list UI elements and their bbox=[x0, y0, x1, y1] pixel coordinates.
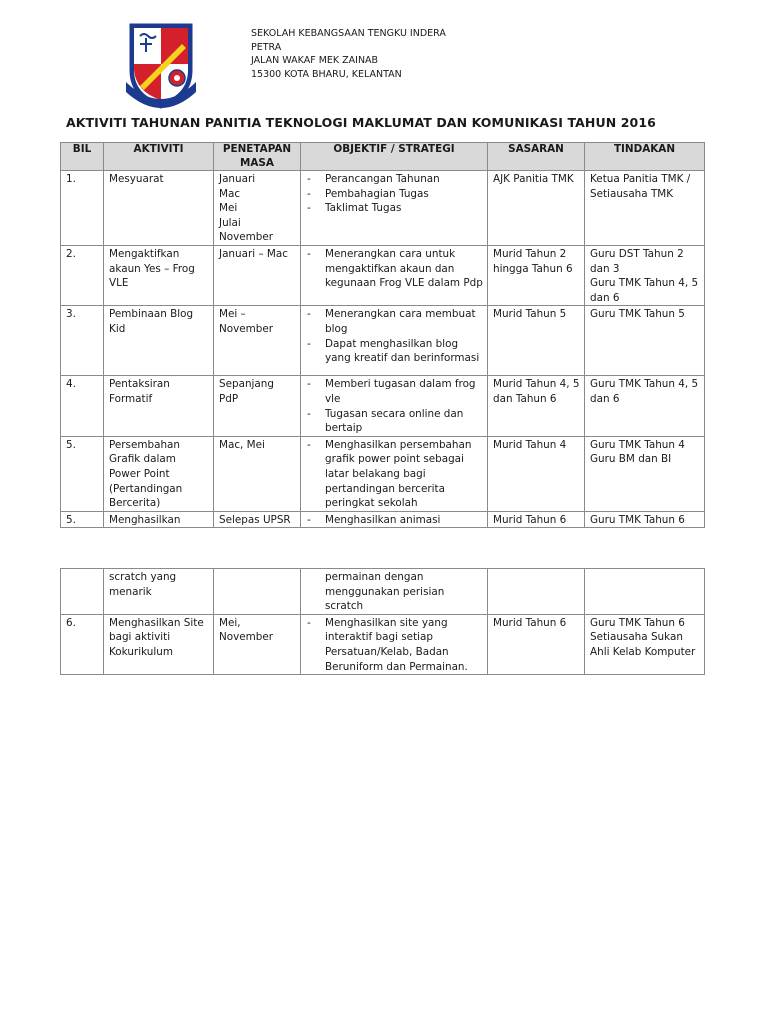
col-header-tindakan: TINDAKAN bbox=[585, 143, 705, 171]
objektif-item: - Menghasilkan animasi bbox=[306, 513, 483, 528]
cell-tindakan bbox=[585, 569, 705, 615]
cell-aktiviti: Menghasilkan bbox=[104, 511, 214, 528]
masa-line: Julai bbox=[219, 216, 241, 229]
objektif-list bbox=[306, 616, 483, 674]
objektif-item: - Menerangkan cara untuk mengaktifkan akaun dan kegunaan Frog VLE dalam Pdp bbox=[306, 247, 483, 291]
col-header-objektif: OBJEKTIF / STRATEGI bbox=[301, 143, 488, 171]
cell-sasaran: Murid Tahun 5 bbox=[488, 306, 585, 376]
activity-table-continued bbox=[60, 568, 705, 675]
tindakan-line: Setiausaha Sukan bbox=[590, 631, 683, 644]
cell-sasaran: Murid Tahun 4, 5 dan Tahun 6 bbox=[488, 376, 585, 436]
cell-tindakan bbox=[585, 614, 705, 674]
cell-tindakan bbox=[585, 245, 705, 305]
tindakan-line: Ahli Kelab Komputer bbox=[590, 645, 696, 658]
cell-objektif bbox=[301, 436, 488, 511]
objektif-item: - Pembahagian Tugas bbox=[306, 187, 483, 202]
objektif-list bbox=[306, 307, 483, 365]
cell-aktiviti: Persembahan Grafik dalam Power Point (Pertandingan Bercerita) bbox=[104, 436, 214, 511]
objektif-list bbox=[306, 570, 483, 614]
objektif-item: - Menghasilkan site yang interaktif bagi setiap Persatuan/Kelab, Badan Beruniform dan Permainan. bbox=[306, 616, 483, 674]
table-row bbox=[61, 245, 705, 305]
cell-objektif bbox=[301, 306, 488, 376]
cell-objektif bbox=[301, 376, 488, 436]
cell-aktiviti: Menghasilkan Site bagi aktiviti Kokurikulum bbox=[104, 614, 214, 674]
cell-masa bbox=[214, 511, 301, 528]
cell-masa bbox=[214, 245, 301, 305]
cell-sasaran: Murid Tahun 2 hingga Tahun 6 bbox=[488, 245, 585, 305]
masa-line: Mei, bbox=[219, 616, 241, 629]
tindakan-line: Guru TMK Tahun 5 bbox=[590, 308, 685, 321]
cell-aktiviti: scratch yang menarik bbox=[104, 569, 214, 615]
school-name-line-2: PETRA bbox=[251, 41, 282, 53]
masa-line: Sepanjang PdP bbox=[219, 378, 274, 405]
cell-masa bbox=[214, 569, 301, 615]
cell-bil: 5. bbox=[61, 436, 104, 511]
objektif-list bbox=[306, 172, 483, 216]
objektif-item: - Tugasan secara online dan bertaip bbox=[306, 407, 483, 436]
table-body bbox=[61, 171, 705, 528]
cell-tindakan bbox=[585, 306, 705, 376]
cell-aktiviti: Pentaksiran Formatif bbox=[104, 376, 214, 436]
masa-line: Mei bbox=[219, 202, 238, 215]
cell-aktiviti: Pembinaan Blog Kid bbox=[104, 306, 214, 376]
table-row bbox=[61, 511, 705, 528]
objektif-item: - Perancangan Tahunan bbox=[306, 172, 483, 187]
objektif-item: - Menghasilkan persembahan grafik power point sebagai latar belakang bagi pertandingan bercerita peringkat sekolah bbox=[306, 438, 483, 511]
cell-sasaran: Murid Tahun 4 bbox=[488, 436, 585, 511]
tindakan-line: Ketua Panitia TMK / bbox=[590, 173, 691, 185]
cell-sasaran bbox=[488, 569, 585, 615]
city-line: 15300 KOTA BHARU, KELANTAN bbox=[251, 68, 402, 80]
objektif-item: - Menerangkan cara membuat blog bbox=[306, 307, 483, 336]
objektif-item: - Taklimat Tugas bbox=[306, 201, 483, 216]
objektif-item: permainan dengan menggunakan perisian scratch bbox=[325, 571, 445, 613]
cell-sasaran: AJK Panitia TMK bbox=[488, 171, 585, 246]
cell-masa bbox=[214, 436, 301, 511]
cell-masa bbox=[214, 376, 301, 436]
tindakan-line: Setiausaha TMK bbox=[590, 187, 674, 200]
cell-masa bbox=[214, 306, 301, 376]
cell-masa bbox=[214, 171, 301, 246]
col-header-bil: BIL bbox=[61, 143, 104, 171]
masa-line: November bbox=[219, 231, 274, 244]
cell-masa bbox=[214, 614, 301, 674]
cell-objektif bbox=[301, 614, 488, 674]
masa-line: Januari – Mac bbox=[219, 247, 288, 260]
cell-objektif bbox=[301, 171, 488, 246]
table-body-continued bbox=[61, 569, 705, 675]
cell-tindakan bbox=[585, 376, 705, 436]
col-header-aktiviti: AKTIVITI bbox=[104, 143, 214, 171]
tindakan-line: Guru TMK Tahun 4, 5 dan 6 bbox=[590, 378, 699, 405]
tindakan-line: Guru TMK Tahun 6 bbox=[590, 616, 685, 629]
cell-objektif bbox=[301, 511, 488, 528]
objektif-item: - Memberi tugasan dalam frog vle bbox=[306, 377, 483, 406]
tindakan-line: Guru BM dan BI bbox=[590, 453, 672, 466]
objektif-list bbox=[306, 438, 483, 511]
table-row bbox=[61, 569, 705, 615]
tindakan-line: Guru TMK Tahun 4, 5 dan 6 bbox=[590, 277, 699, 304]
table-row bbox=[61, 376, 705, 436]
table-row bbox=[61, 436, 705, 511]
cell-aktiviti: Mengaktifkan akaun Yes – Frog VLE bbox=[104, 245, 214, 305]
cell-sasaran: Murid Tahun 6 bbox=[488, 614, 585, 674]
objektif-list bbox=[306, 377, 483, 435]
cell-bil: 1. bbox=[61, 171, 104, 246]
tindakan-line: Guru TMK Tahun 4 bbox=[590, 438, 685, 451]
tindakan-line: Guru TMK Tahun 6 bbox=[590, 513, 685, 526]
masa-line: Januari bbox=[219, 173, 256, 185]
activity-table bbox=[60, 142, 705, 528]
cell-bil: 3. bbox=[61, 306, 104, 376]
cell-aktiviti: Mesyuarat bbox=[104, 171, 214, 246]
col-header-sasaran: SASARAN bbox=[488, 143, 585, 171]
cell-bil bbox=[61, 569, 104, 615]
cell-tindakan bbox=[585, 171, 705, 246]
masa-line: Mei – November bbox=[219, 308, 274, 335]
cell-tindakan bbox=[585, 511, 705, 528]
document-title: AKTIVITI TAHUNAN PANITIA TEKNOLOGI MAKLUMAT DAN KOMUNIKASI TAHUN 2016 bbox=[66, 115, 656, 130]
cell-tindakan bbox=[585, 436, 705, 511]
objektif-list bbox=[306, 513, 483, 528]
school-address bbox=[251, 27, 446, 81]
col-header-masa: PENETAPAN MASA bbox=[214, 143, 301, 171]
table-row bbox=[61, 171, 705, 246]
cell-bil: 4. bbox=[61, 376, 104, 436]
street-line: JALAN WAKAF MEK ZAINAB bbox=[251, 55, 379, 66]
tindakan-line: Guru DST Tahun 2 dan 3 bbox=[590, 247, 684, 275]
objektif-list bbox=[306, 247, 483, 291]
cell-objektif bbox=[301, 569, 488, 615]
objektif-item: - Dapat menghasilkan blog yang kreatif dan berinformasi bbox=[306, 337, 483, 366]
table-header-row bbox=[61, 143, 705, 171]
masa-line: Selepas UPSR bbox=[219, 513, 291, 526]
table-row bbox=[61, 614, 705, 674]
cell-bil: 5. bbox=[61, 511, 104, 528]
school-name-line: SEKOLAH KEBANGSAAN TENGKU INDERA bbox=[251, 28, 446, 39]
cell-bil: 6. bbox=[61, 614, 104, 674]
school-crest-logo bbox=[122, 20, 200, 112]
masa-line: Mac bbox=[219, 187, 241, 200]
cell-objektif bbox=[301, 245, 488, 305]
table-row bbox=[61, 306, 705, 376]
masa-line: Mac, Mei bbox=[219, 438, 265, 451]
masa-line: November bbox=[219, 631, 274, 644]
cell-bil: 2. bbox=[61, 245, 104, 305]
cell-sasaran: Murid Tahun 6 bbox=[488, 511, 585, 528]
